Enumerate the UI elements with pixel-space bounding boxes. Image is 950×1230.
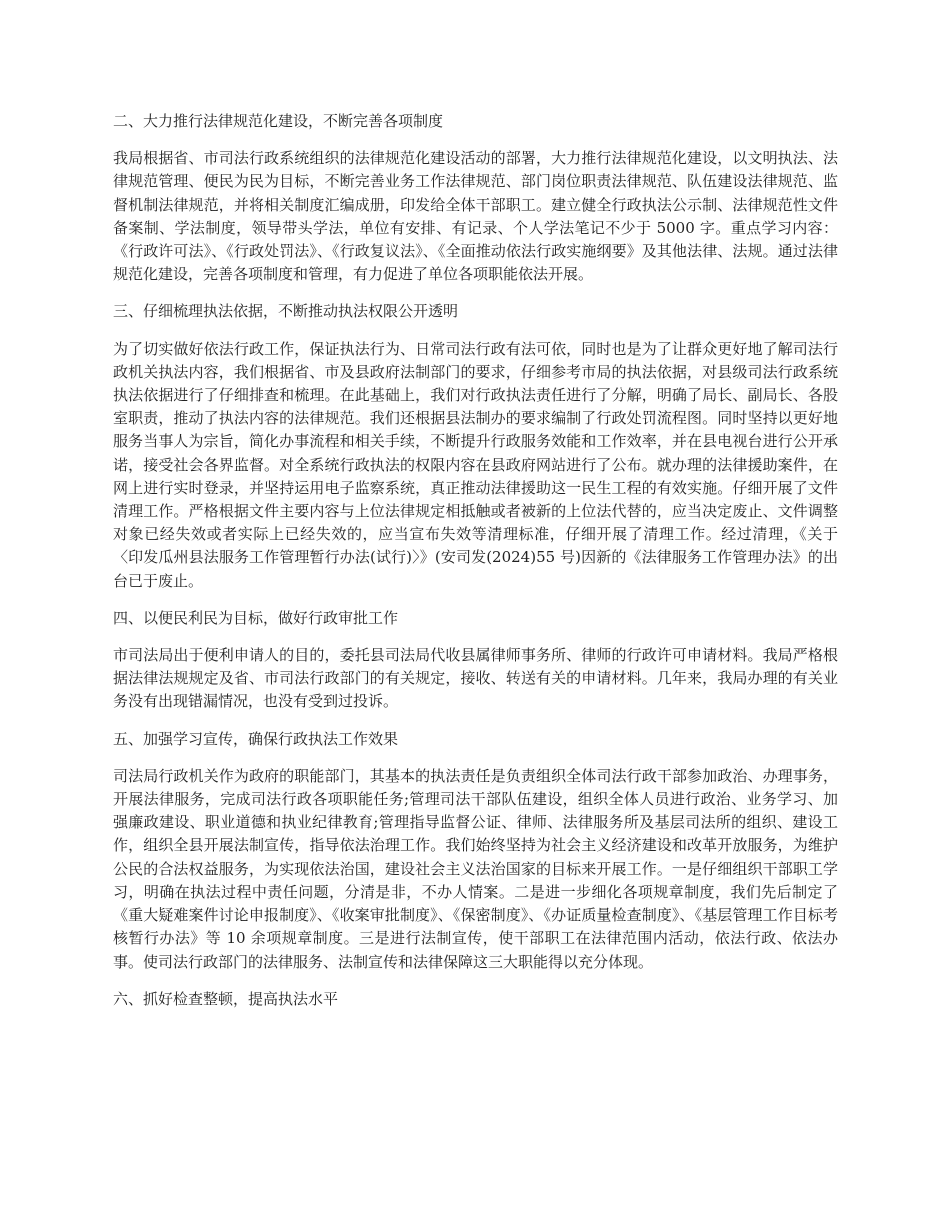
section-paragraph-2: 我局根据省、市司法行政系统组织的法律规范化建设活动的部署，大力推行法律规范化建设，以文明执法、法律规范管理、便民为民为目标，不断完善业务工作法律规范、部门岗位职责法律规范、队伍建设法律规范、监督机制法律规范，并将相关制度汇编成册，印发给全体干部职工。建立健全行政执法公示制、法律规范性文件备案制、学法制度，领导带头学法，单位有安排、有记录、个人学法笔记不少于 5000 字。重点学习内容：《行政许可法》、《行政处罚法》、《行政复议法》、《全面推动依法行政实施纲要》及其他法律、法规。通过法律规范化建设，完善各项制度和管理，有力促进了单位各项职能依法开展。 <box>113 149 838 284</box>
section-heading-4: 四、以便民利民为目标，做好行政审批工作 <box>113 608 399 627</box>
section-paragraph-3: 为了切实做好依法行政工作，保证执法行为、日常司法行政有法可依，同时也是为了让群众更好地了解司法行政机关执法内容，我们根据省、市及县政府法制部门的要求，仔细参考市局的执法依据，对县级司法行政系统执法依据进行了仔细排查和梳理。在此基础上，我们对行政执法责任进行了分解，明确了局长、副局长、各股室职责，推动了执法内容的法律规范。我们还根据县法制办的要求编制了行政处罚流程图。同时坚持以更好地服务当事人为宗旨，简化办事流程和相关手续，不断提升行政服务效能和工作效率，并在县电视台进行公开承诺，接受社会各界监督。对全系统行政执法的权限内容在县政府网站进行了公布。就办理的法律援助案件，在网上进行实时登录，并坚持运用电子监察系统，真正推动法律援助这一民生工程的有效实施。仔细开展了文件清理工作。严格根据文件主要内容与上位法律规定相抵触或者被新的上位法代替的，应当决定废止、文件调整对象已经失效或者实际上已经失效的，应当宣布失效等清理标准，仔细开展了清理工作。经过清理，《关于〈印发瓜州县法服务工作管理暂行办法(试行)〉》(安司发(2024)55 号)因新的《法律服务工作管理办法》的出台已于废止。 <box>113 339 838 590</box>
document-page <box>113 110 838 1025</box>
section-heading-2: 二、大力推行法律规范化建设，不断完善各项制度 <box>113 112 444 130</box>
section-heading-6: 六、抓好检查整顿，提高执法水平 <box>113 989 339 1008</box>
section-paragraph-5: 司法局行政机关作为政府的职能部门，其基本的执法责任是负责组织全体司法行政干部参加政治、办理事务，开展法律服务，完成司法行政各项职能任务;管理司法干部队伍建设，组织全体人员进行政治、业务学习、加强廉政建设、职业道德和执业纪律教育;管理指导监督公证、律师、法律服务所及基层司法所的组织、建设工作，组织全县开展法制宣传，指导依法治理工作。我们始终坚持为社会主义经济建设和改革开放服务，为维护公民的合法权益服务，为实现依法治国，建设社会主义法治国家的目标来开展工作。一是仔细组织干部职工学习，明确在执法过程中责任问题，分清是非，不办人情案。二是进一步细化各项规章制度，我们先后制定了《重大疑难案件讨论申报制度》、《收案审批制度》、《保密制度》、《办证质量检查制度》、《基层管理工作目标考核暂行办法》等 10 余项规章制度。三是进行法制宣传，使干部职工在法律范围内活动，依法行政、依法办事。使司法行政部门的法律服务、法制宣传和法律保障这三大职能得以充分体现。 <box>113 766 838 971</box>
section-heading-3: 三、仔细梳理执法依据，不断推动执法权限公开透明 <box>113 302 459 321</box>
section-paragraph-4: 市司法局出于便利申请人的目的，委托县司法局代收县属律师事务所、律师的行政许可申请材料。我局严格根据法律法规规定及省、市司法行政部门的有关规定，接收、转送有关的申请材料。几年来，我局办理的有关业务没有出现错漏情况，也没有受到过投诉。 <box>113 646 838 711</box>
section-heading-5: 五、加强学习宣传，确保行政执法工作效果 <box>113 729 399 748</box>
